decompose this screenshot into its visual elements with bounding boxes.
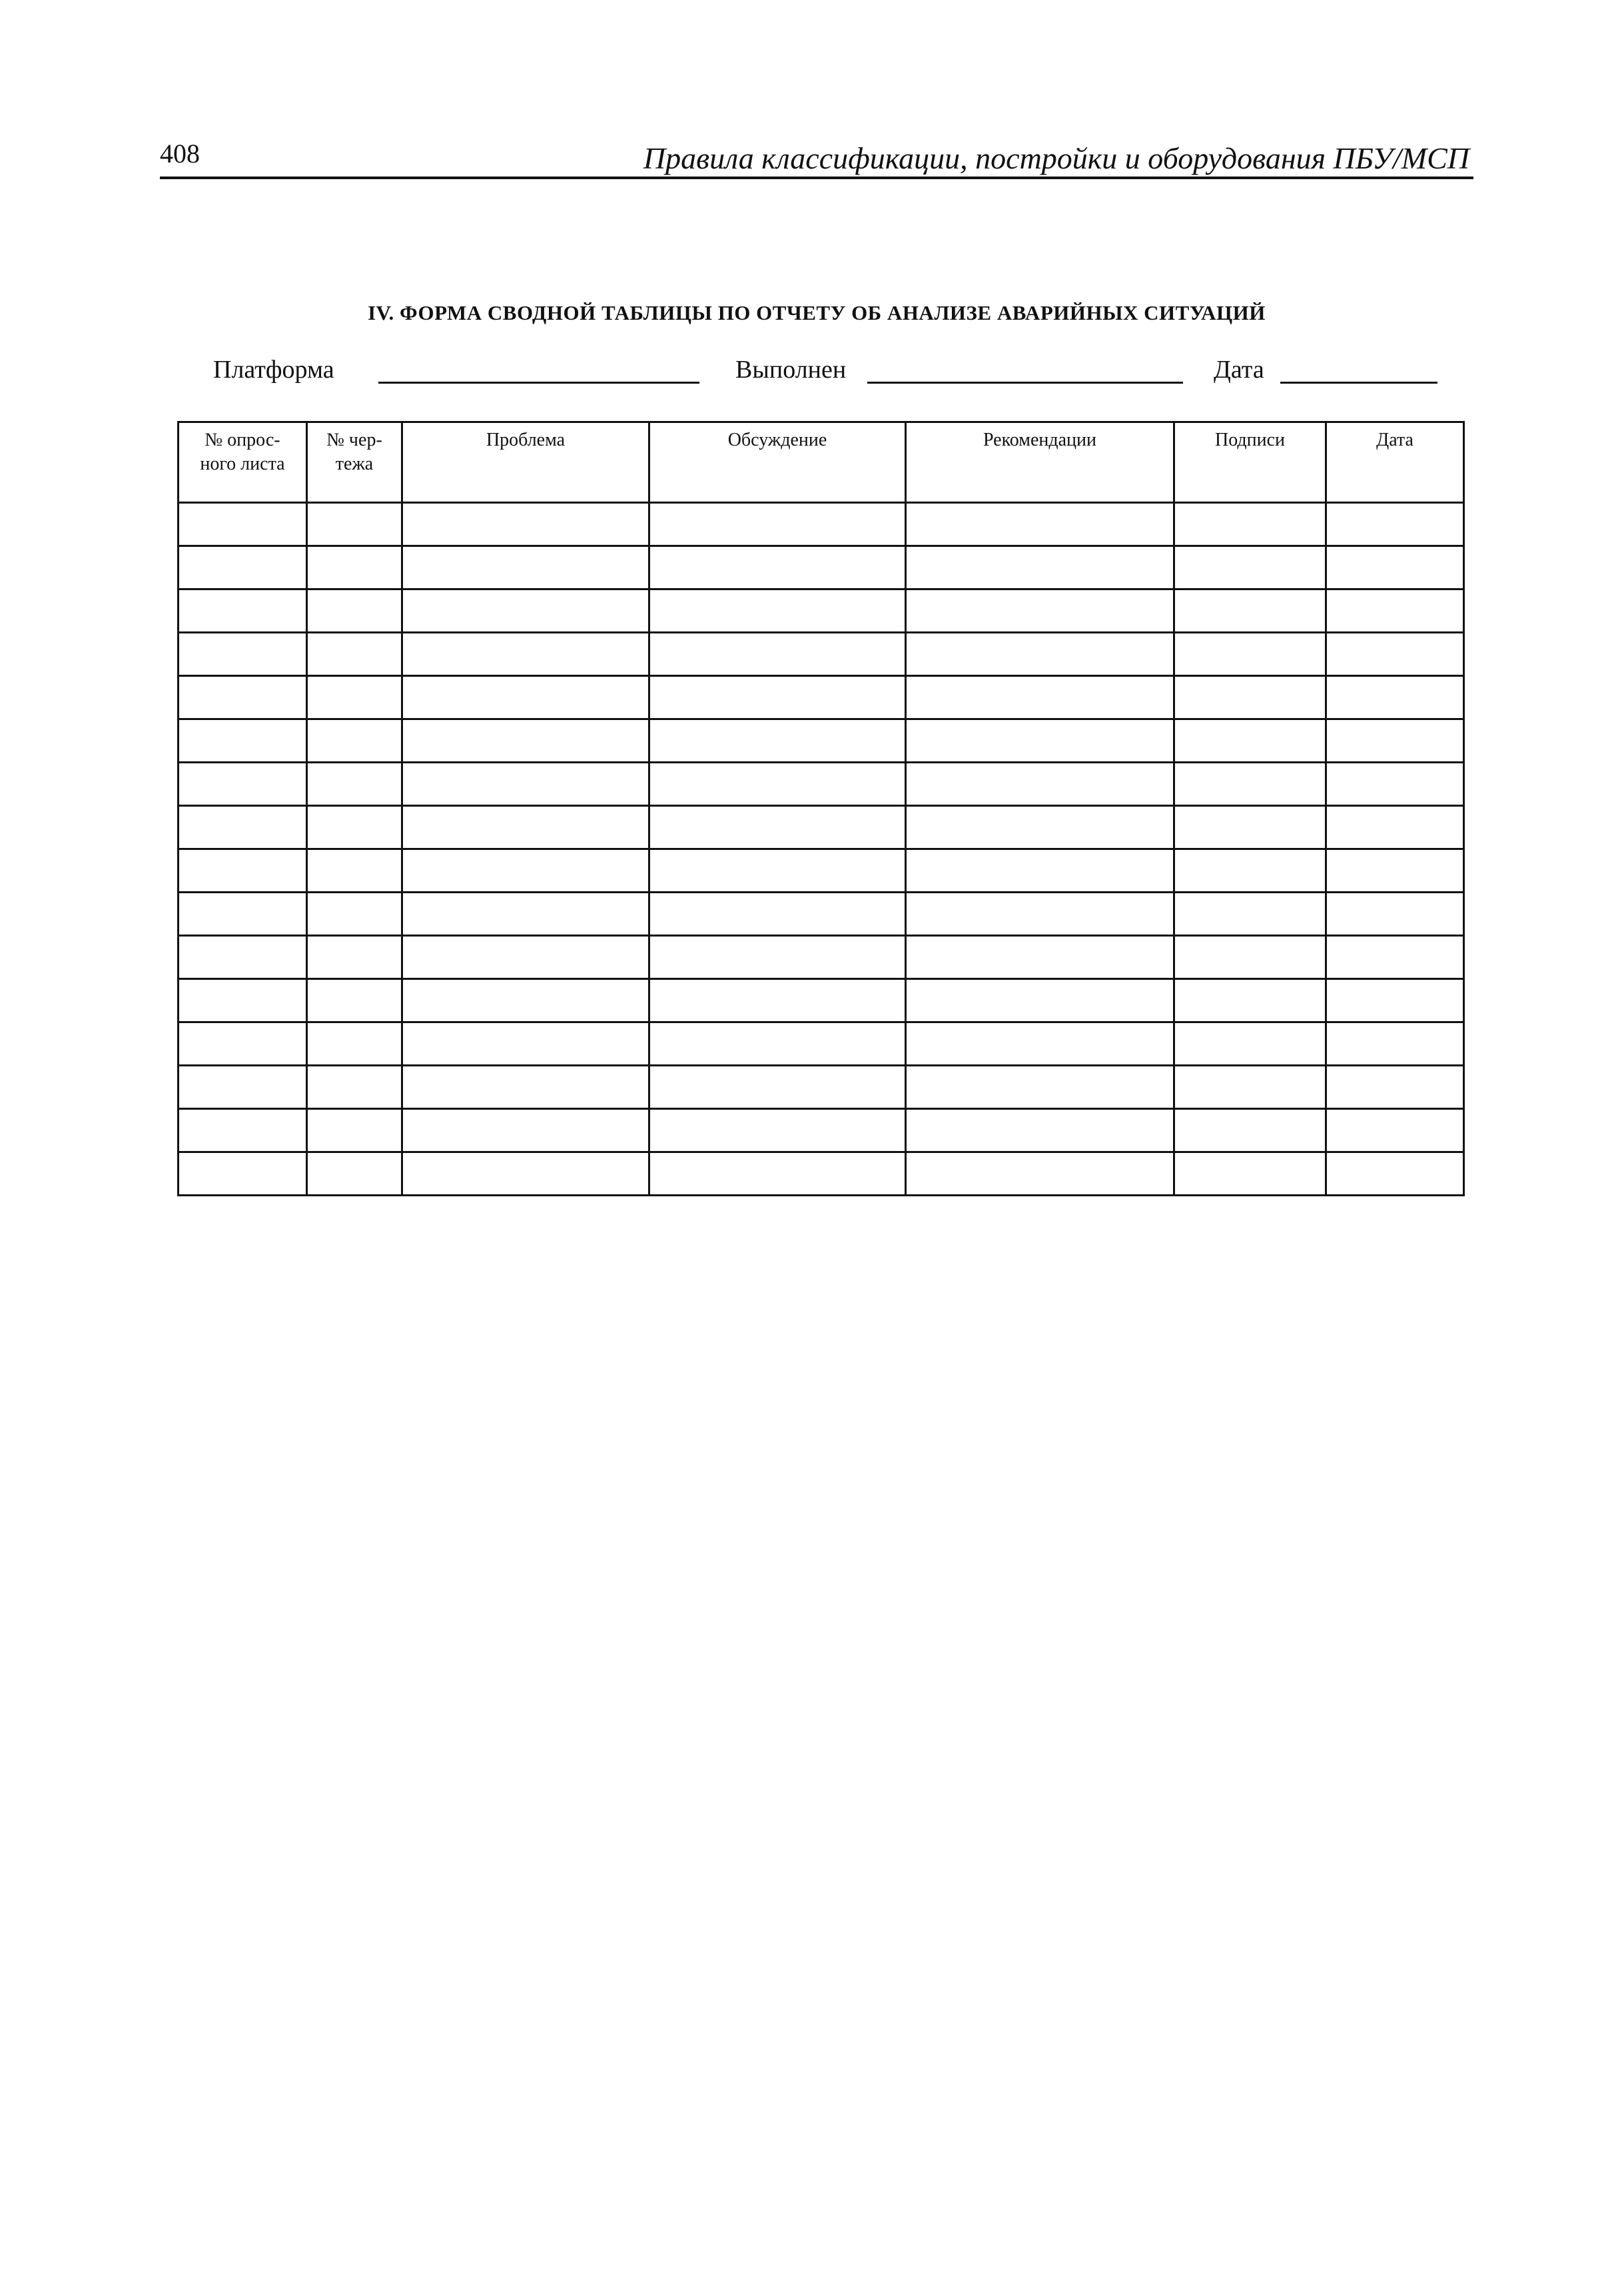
table-cell[interactable] xyxy=(1174,719,1326,763)
running-title: Правила классификации, постройки и оборудования ПБУ/МСП xyxy=(643,141,1469,175)
table-cell[interactable] xyxy=(179,676,307,719)
table-cell[interactable] xyxy=(1174,1066,1326,1109)
table-cell[interactable] xyxy=(1174,763,1326,806)
table-cell[interactable] xyxy=(649,546,906,589)
table-cell[interactable] xyxy=(179,1022,307,1066)
table-body xyxy=(179,503,1464,1196)
completed-field xyxy=(735,354,1183,389)
table-cell[interactable] xyxy=(906,633,1174,676)
table-cell[interactable] xyxy=(307,1109,402,1152)
table-cell[interactable] xyxy=(1326,979,1464,1022)
table-cell[interactable] xyxy=(179,719,307,763)
table-cell[interactable] xyxy=(179,763,307,806)
table-cell[interactable] xyxy=(179,806,307,849)
table-cell[interactable] xyxy=(402,1109,649,1152)
table-cell[interactable] xyxy=(402,719,649,763)
table-row xyxy=(179,849,1464,893)
summary-table xyxy=(177,421,1465,1196)
table-cell[interactable] xyxy=(402,589,649,633)
page-number: 408 xyxy=(160,139,200,169)
table-cell[interactable] xyxy=(906,1152,1174,1196)
table-cell[interactable] xyxy=(1326,719,1464,763)
table-cell[interactable] xyxy=(402,979,649,1022)
table-cell[interactable] xyxy=(307,763,402,806)
table-row xyxy=(179,503,1464,546)
completed-label: Выполнен xyxy=(735,356,847,384)
table-cell[interactable] xyxy=(402,763,649,806)
table-row xyxy=(179,1109,1464,1152)
table-cell[interactable] xyxy=(906,849,1174,893)
table-cell[interactable] xyxy=(1326,1066,1464,1109)
column-header-discussion: Обсуждение xyxy=(649,422,906,503)
table-cell[interactable] xyxy=(402,503,649,546)
table-cell[interactable] xyxy=(906,1022,1174,1066)
table-cell[interactable] xyxy=(1174,849,1326,893)
table-cell[interactable] xyxy=(402,676,649,719)
table-row xyxy=(179,1152,1464,1196)
table-cell[interactable] xyxy=(649,1152,906,1196)
table-cell[interactable] xyxy=(1326,1109,1464,1152)
header-rule xyxy=(160,177,1473,179)
table-cell[interactable] xyxy=(1174,936,1326,979)
column-header-date: Дата xyxy=(1326,422,1464,503)
table-cell[interactable] xyxy=(1326,633,1464,676)
table-cell[interactable] xyxy=(1326,849,1464,893)
date-blank-line[interactable] xyxy=(1280,382,1437,384)
table-cell[interactable] xyxy=(179,633,307,676)
table-row xyxy=(179,893,1464,936)
table-row xyxy=(179,676,1464,719)
table-row xyxy=(179,719,1464,763)
table-cell[interactable] xyxy=(1174,1152,1326,1196)
table-row xyxy=(179,589,1464,633)
table-cell[interactable] xyxy=(1326,546,1464,589)
table-cell[interactable] xyxy=(179,979,307,1022)
table-cell[interactable] xyxy=(649,893,906,936)
table-cell[interactable] xyxy=(649,503,906,546)
table-cell[interactable] xyxy=(179,893,307,936)
table-cell[interactable] xyxy=(402,1066,649,1109)
table-cell[interactable] xyxy=(649,719,906,763)
table-cell[interactable] xyxy=(307,546,402,589)
table-cell[interactable] xyxy=(649,1022,906,1066)
table-cell[interactable] xyxy=(179,1109,307,1152)
table-cell[interactable] xyxy=(179,1152,307,1196)
table-row xyxy=(179,633,1464,676)
table-cell[interactable] xyxy=(402,806,649,849)
table-cell[interactable] xyxy=(906,1066,1174,1109)
table-cell[interactable] xyxy=(1174,676,1326,719)
platform-field xyxy=(213,354,699,389)
table-cell[interactable] xyxy=(1326,503,1464,546)
table-cell[interactable] xyxy=(1174,893,1326,936)
table-cell[interactable] xyxy=(402,633,649,676)
table-cell[interactable] xyxy=(1174,1022,1326,1066)
table-cell[interactable] xyxy=(906,503,1174,546)
table-cell[interactable] xyxy=(402,893,649,936)
table-cell[interactable] xyxy=(1326,806,1464,849)
table-cell[interactable] xyxy=(1174,589,1326,633)
table-cell[interactable] xyxy=(649,849,906,893)
table-cell[interactable] xyxy=(179,589,307,633)
table-cell[interactable] xyxy=(307,936,402,979)
table-cell[interactable] xyxy=(649,936,906,979)
completed-blank-line[interactable] xyxy=(867,382,1183,384)
table-cell[interactable] xyxy=(906,589,1174,633)
table-cell[interactable] xyxy=(307,849,402,893)
table-cell[interactable] xyxy=(906,763,1174,806)
table-header-row xyxy=(179,422,1464,503)
table-row xyxy=(179,1022,1464,1066)
table-cell[interactable] xyxy=(649,1109,906,1152)
table-cell[interactable] xyxy=(402,936,649,979)
table-cell[interactable] xyxy=(307,1152,402,1196)
table-row xyxy=(179,1066,1464,1109)
table-cell[interactable] xyxy=(179,1066,307,1109)
table-cell[interactable] xyxy=(1174,979,1326,1022)
table-cell[interactable] xyxy=(179,936,307,979)
table-cell[interactable] xyxy=(1174,806,1326,849)
table-row xyxy=(179,763,1464,806)
table-cell[interactable] xyxy=(906,1109,1174,1152)
table-cell[interactable] xyxy=(649,1066,906,1109)
table-cell[interactable] xyxy=(649,589,906,633)
table-cell[interactable] xyxy=(1326,1152,1464,1196)
table-cell[interactable] xyxy=(402,1022,649,1066)
table-cell[interactable] xyxy=(307,1022,402,1066)
column-header-drawing-no: № чер- тежа xyxy=(307,422,402,503)
table-cell[interactable] xyxy=(906,546,1174,589)
table-cell[interactable] xyxy=(179,546,307,589)
column-header-recommendations: Рекомендации xyxy=(906,422,1174,503)
table-cell[interactable] xyxy=(307,1066,402,1109)
table-cell[interactable] xyxy=(1174,1109,1326,1152)
table-cell[interactable] xyxy=(307,633,402,676)
column-header-signatures: Подписи xyxy=(1174,422,1326,503)
platform-blank-line[interactable] xyxy=(378,382,699,384)
table-row xyxy=(179,936,1464,979)
table-cell[interactable] xyxy=(179,503,307,546)
table-cell[interactable] xyxy=(649,676,906,719)
table-cell[interactable] xyxy=(649,979,906,1022)
table-row xyxy=(179,806,1464,849)
table-cell[interactable] xyxy=(307,589,402,633)
table-cell[interactable] xyxy=(307,806,402,849)
platform-label: Платформа xyxy=(213,356,334,384)
table-cell[interactable] xyxy=(179,849,307,893)
table-cell[interactable] xyxy=(649,763,906,806)
table-cell[interactable] xyxy=(1174,503,1326,546)
table-row xyxy=(179,546,1464,589)
table-cell[interactable] xyxy=(307,676,402,719)
table-cell[interactable] xyxy=(906,806,1174,849)
column-header-problem: Проблема xyxy=(402,422,649,503)
table-cell[interactable] xyxy=(1174,546,1326,589)
date-field xyxy=(1214,354,1437,389)
table-cell[interactable] xyxy=(402,546,649,589)
section-title: IV. ФОРМА СВОДНОЙ ТАБЛИЦЫ ПО ОТЧЕТУ ОБ АНАЛИЗЕ АВАРИЙНЫХ СИТУАЦИЙ xyxy=(368,301,1266,324)
table-cell[interactable] xyxy=(1326,936,1464,979)
table-cell[interactable] xyxy=(307,719,402,763)
table-cell[interactable] xyxy=(1326,893,1464,936)
table-cell[interactable] xyxy=(402,849,649,893)
table-cell[interactable] xyxy=(1326,589,1464,633)
table-cell[interactable] xyxy=(649,806,906,849)
table-cell[interactable] xyxy=(649,633,906,676)
table-cell[interactable] xyxy=(1326,676,1464,719)
page-header xyxy=(160,137,1473,183)
table-cell[interactable] xyxy=(1326,1022,1464,1066)
table-cell[interactable] xyxy=(1326,763,1464,806)
table-cell[interactable] xyxy=(307,979,402,1022)
table-cell[interactable] xyxy=(402,1152,649,1196)
table-cell[interactable] xyxy=(906,936,1174,979)
table-cell[interactable] xyxy=(906,676,1174,719)
date-label: Дата xyxy=(1214,356,1264,384)
table-cell[interactable] xyxy=(906,893,1174,936)
table-cell[interactable] xyxy=(1174,633,1326,676)
table-cell[interactable] xyxy=(906,719,1174,763)
table-cell[interactable] xyxy=(307,893,402,936)
table-cell[interactable] xyxy=(906,979,1174,1022)
table-row xyxy=(179,979,1464,1022)
column-header-questionnaire-no: № опрос- ного листа xyxy=(179,422,307,503)
table-cell[interactable] xyxy=(307,503,402,546)
